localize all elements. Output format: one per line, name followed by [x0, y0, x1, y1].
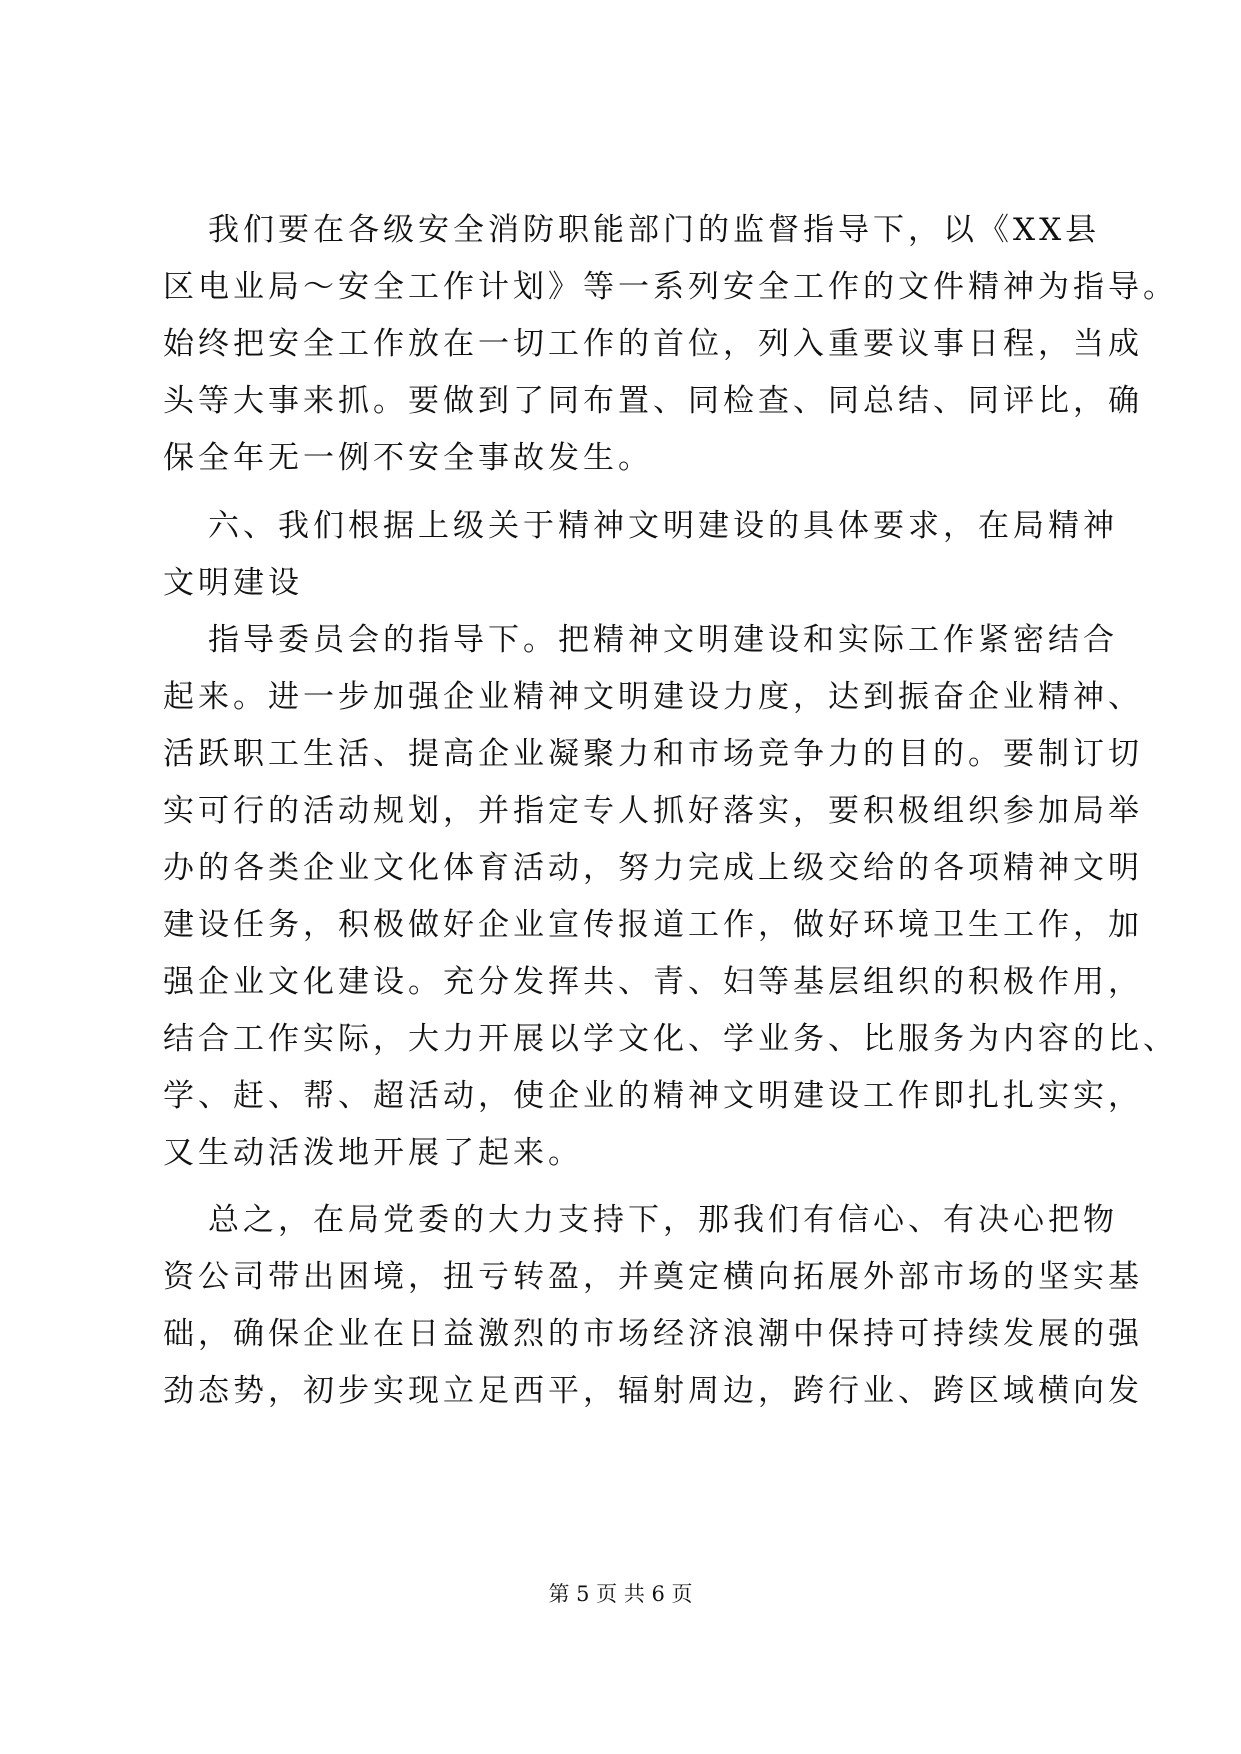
- text-line: 区电业局～安全工作计划》等一系列安全工作的文件精神为指导。: [163, 269, 1178, 305]
- text-line: 六、我们根据上级关于精神文明建设的具体要求，在局精神: [208, 508, 1118, 544]
- text-line: 础，确保企业在日益激烈的市场经济浪潮中保持可持续发展的强: [163, 1316, 1143, 1352]
- text-line: 始终把安全工作放在一切工作的首位，列入重要议事日程，当成: [163, 326, 1143, 362]
- text-line: 活跃职工生活、提高企业凝聚力和市场竞争力的目的。要制订切: [163, 736, 1143, 772]
- text-line: 保全年无一例不安全事故发生。: [163, 440, 653, 476]
- page-footer: 第 5 页 共 6 页: [548, 1582, 693, 1606]
- text-line: 指导委员会的指导下。把精神文明建设和实际工作紧密结合: [208, 622, 1118, 658]
- text-line: 实可行的活动规划，并指定专人抓好落实，要积极组织参加局举: [163, 793, 1143, 829]
- text-line: 学、赶、帮、超活动，使企业的精神文明建设工作即扎扎实实，: [163, 1078, 1143, 1114]
- text-line: 建设任务，积极做好企业宣传报道工作，做好环境卫生工作，加: [163, 907, 1143, 943]
- text-line: 劲态势，初步实现立足西平，辐射周边，跨行业、跨区域横向发: [163, 1373, 1143, 1409]
- text-line: 头等大事来抓。要做到了同布置、同检查、同总结、同评比，确: [163, 383, 1143, 419]
- text-line: 又生动活泼地开展了起来。: [163, 1135, 583, 1171]
- text-line: 强企业文化建设。充分发挥共、青、妇等基层组织的积极作用，: [163, 964, 1143, 1000]
- text-line: 起来。进一步加强企业精神文明建设力度，达到振奋企业精神、: [163, 679, 1143, 715]
- text-line: 结合工作实际，大力开展以学文化、学业务、比服务为内容的比、: [163, 1021, 1178, 1057]
- text-line: 办的各类企业文化体育活动，努力完成上级交给的各项精神文明: [163, 850, 1143, 886]
- text-line: 文明建设: [163, 565, 303, 601]
- text-line: 我们要在各级安全消防职能部门的监督指导下，以《XX县: [208, 212, 1101, 248]
- text-line: 总之，在局党委的大力支持下，那我们有信心、有决心把物: [208, 1202, 1118, 1238]
- text-line: 资公司带出困境，扭亏转盈，并奠定横向拓展外部市场的坚实基: [163, 1259, 1143, 1295]
